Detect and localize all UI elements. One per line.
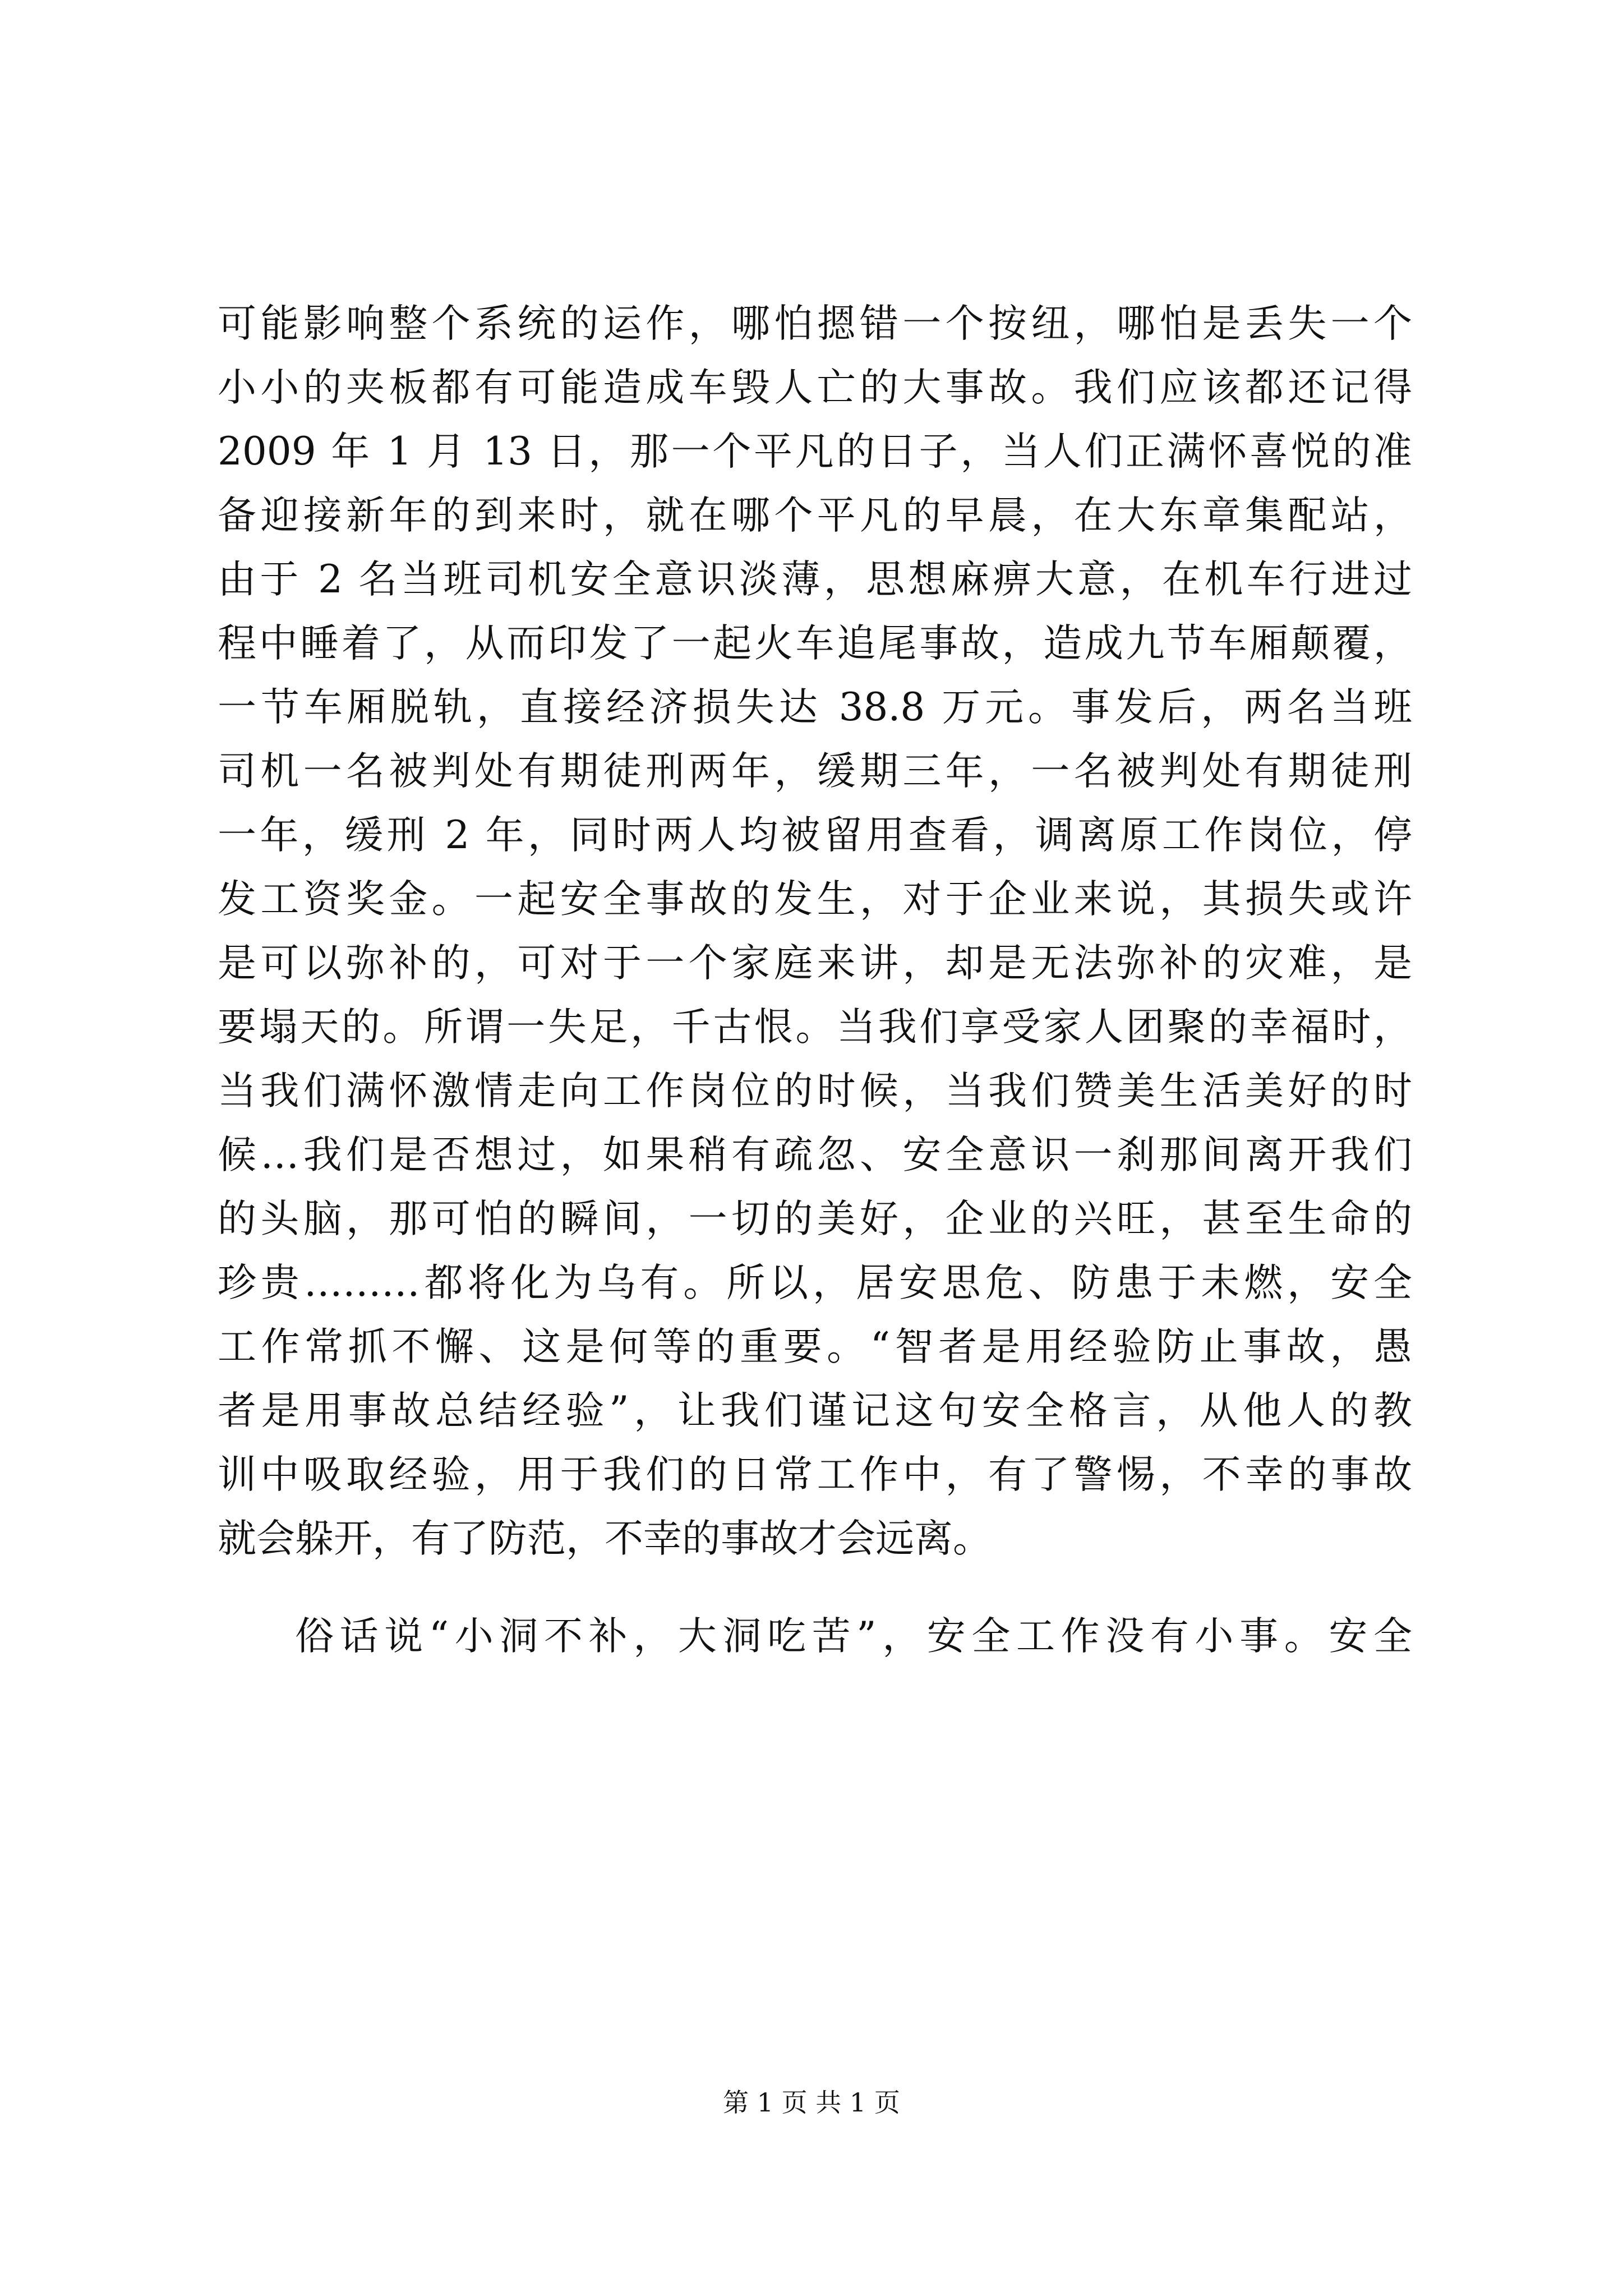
paragraph-line: 者是用事故总结经验”，让我们谨记这句安全格言，从他人的教 bbox=[218, 1388, 1412, 1433]
paragraph-line: 由于 2 名当班司机安全意识淡薄，思想麻痹大意，在机车行进过 bbox=[218, 557, 1412, 602]
paragraph-line: 备迎接新年的到来时，就在哪个平凡的早晨，在大东章集配站， bbox=[218, 493, 1412, 538]
paragraph-line: 2009 年 1 月 13 日，那一个平凡的日子，当人们正满怀喜悦的准 bbox=[218, 429, 1412, 474]
paragraph-line: 要塌天的。所谓一失足，千古恨。当我们享受家人团聚的幸福时， bbox=[218, 1005, 1412, 1050]
paragraph-line: 训中吸取经验，用于我们的日常工作中，有了警惕，不幸的事故 bbox=[218, 1452, 1412, 1497]
paragraph-line: 候…我们是否想过，如果稍有疏忽、安全意识一刹那间离开我们 bbox=[218, 1133, 1412, 1177]
paragraph-line: 发工资奖金。一起安全事故的发生，对于企业来说，其损失或许 bbox=[218, 877, 1412, 922]
paragraph-line: 的头脑，那可怕的瞬间，一切的美好，企业的兴旺，甚至生命的 bbox=[218, 1197, 1412, 1241]
paragraph-line: 程中睡着了，从而印发了一起火车追尾事故，造成九节车厢颠覆， bbox=[218, 621, 1412, 666]
paragraph-gap bbox=[218, 1571, 1412, 1604]
paragraph-line: 小小的夹板都有可能造成车毁人亡的大事故。我们应该都还记得 bbox=[218, 365, 1412, 410]
page-footer: 第 1 页 共 1 页 bbox=[723, 2087, 900, 2118]
document-body bbox=[218, 292, 1412, 1668]
paragraph-line: 工作常抓不懈、这是何等的重要。“智者是用经验防止事故，愚 bbox=[218, 1324, 1412, 1369]
paragraph-line: 一节车厢脱轨，直接经济损失达 38.8 万元。事发后，两名当班 bbox=[218, 685, 1412, 730]
paragraph-line: 司机一名被判处有期徒刑两年，缓期三年，一名被判处有期徒刑 bbox=[218, 749, 1412, 794]
paragraph-line: 珍贵………都将化为乌有。所以，居安思危、防患于未燃，安全 bbox=[218, 1260, 1412, 1305]
paragraph-line: 当我们满怀激情走向工作岗位的时候，当我们赞美生活美好的时 bbox=[218, 1069, 1412, 1114]
paragraph-line: 一年，缓刑 2 年，同时两人均被留用查看，调离原工作岗位，停 bbox=[218, 813, 1412, 858]
paragraph-line: 就会躲开，有了防范，不幸的事故才会远离。 bbox=[218, 1516, 992, 1561]
paragraph-line: 可能影响整个系统的运作，哪怕摁错一个按纽，哪怕是丢失一个 bbox=[218, 301, 1412, 346]
paragraph-line: 俗话说“小洞不补，大洞吃苦”，安全工作没有小事。安全 bbox=[295, 1614, 1412, 1659]
paragraph-line: 是可以弥补的，可对于一个家庭来讲，却是无法弥补的灾难，是 bbox=[218, 941, 1412, 986]
